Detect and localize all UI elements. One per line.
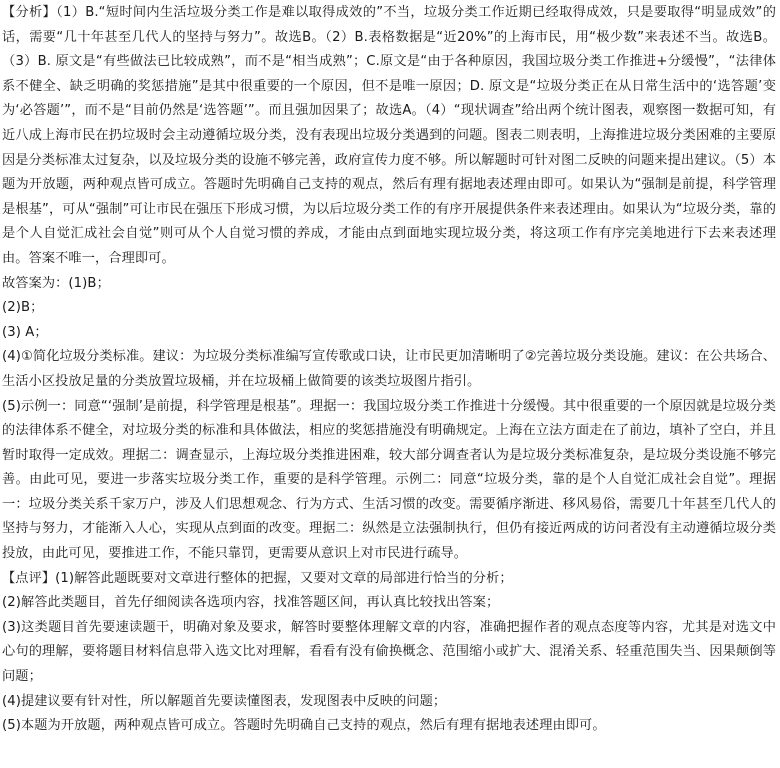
- answer-3: (3) A；: [2, 324, 48, 340]
- answer-4: (4)①简化垃圾分类标准。建议：为垃圾分类标准编写宣传歌或口诀，让市民更加清晰明了②完善垃圾分类设施。建议：在公共场合、生活小区投放足量的分类放置垃圾桶，并在垃圾桶上做简要的该类垃圾图片指引。: [2, 349, 776, 389]
- analysis-label: 【分析】: [2, 5, 57, 20]
- comment-2: (2)解答此类题目，首先仔细阅读各选项内容，找准答题区间，再认真比较找出答案；: [2, 595, 500, 611]
- answer-2: (2)B；: [2, 300, 44, 316]
- comment-5: (5)本题为开放题，两种观点皆可成立。答题时先明确自己支持的观点，然后有理有据地表述理由即可。: [2, 718, 606, 734]
- comment-paragraph-1: [2, 567, 776, 592]
- analysis-text: （1）B.“短时间内生活垃圾分类工作是难以取得成效的”不当，垃圾分类工作近期已经取得成效，只是要取得“明显成效”的话，需要“几十年甚至几代人的坚持与努力”。故选B。（2）B.表格数据是“近20%”的上海市民，用“极少数”来表述不当。故选B。（3）B. 原文是“有些做法已比较成熟”，而不是“相当成熟”；C.原文是“由于各种原因，我国垃圾分类工作推进+分缓慢”，“法律体系不健全、缺乏明确的奖惩措施”是其中很重要的一个原因，但不是唯一原因；D. 原文是“垃圾分类正在从日常生活中的‘选答题’变为‘必答题’”，而不是“目前仍然是‘选答题’”。而且强加因果了；故选A。（4）“现状调查”给出两个统计图表，观察图一数据可知，有近八成上海市民在扔垃圾时会主动遵循垃圾分类，没有表现出垃圾分类遇到的问题。图表二则表明，上海推进垃圾分类困难的主要原因是分类标准太过复杂，以及垃圾分类的设施不够完善，政府宣传力度不够。所以解题时可针对图二反映的问题来提出建议。（5）本题为开放题，两种观点皆可成立。答题时先明确自己支持的观点，然后有理有据地表述理由即可。如果认为“强制是前提，科学管理是根基”，可从“强制”可让市民在强压下形成习惯，为以后垃圾分类工作的有序开展提供条件来表述理由。如果认为“垃圾分类，靠的是个人自觉汇成社会自觉”则可从个人自觉习惯的养成，才能由点到面地实现垃圾分类，将这项工作有序完美地进行下去来表述理由。答案不唯一，合理即可。: [2, 5, 776, 266]
- answer-intro: 故答案为：(1)B；: [2, 275, 110, 291]
- analysis-paragraph: [2, 1, 776, 272]
- comment-1: (1)解答此题既要对文章进行整体的把握，又要对文章的局部进行恰当的分析；: [55, 570, 513, 586]
- comment-label: 【点评】: [2, 570, 56, 586]
- comment-3: (3)这类题目首先要速读题干，明确对象及要求，解答时要整体理解文章的内容，准确把握作者的观点态度等内容，尤其是对选文中心句的理解，要将题目材料信息带入选文比对理解，看看有没有偷换概念、范围缩小或扩大、混淆关系、轻重范围失当、因果颠倒等问题；: [2, 619, 776, 685]
- comment-4: (4)提建议要有针对性，所以解题首先要读懂图表，发现图表中反映的问题；: [2, 693, 447, 709]
- answer-5: (5)示例一：同意“‘强制’是前提，科学管理是根基”。理据一：我国垃圾分类工作推进十分缓慢。其中很重要的一个原因就是垃圾分类的法律体系不健全，对垃圾分类的标准和具体做法，相应的奖惩措施没有明确规定。上海在立法方面走在了前边，填补了空白，并且暂时取得一定成效。理据二：调查显示，上海垃圾分类推进困难，较大部分调查者认为是垃圾分类标准复杂，是垃圾分类设施不够完善。由此可见，要进一步落实垃圾分类工作，重要的是科学管理。示例二：同意“垃圾分类，靠的是个人自觉汇成社会自觉”。理据一：垃圾分类关系千家万户，涉及人们思想观念、行为方式、生活习惯的改变。需要循序渐进、移风易俗，需要几十年甚至几代人的坚持与努力，才能渐入人心，实现从点到面的改变。理据二：纵然是立法强制执行，但仍有接近两成的访问者没有主动遵循垃圾分类投放，由此可见，要推进工作，不能只靠罚，更需要从意识上对市民进行疏导。: [2, 398, 776, 562]
